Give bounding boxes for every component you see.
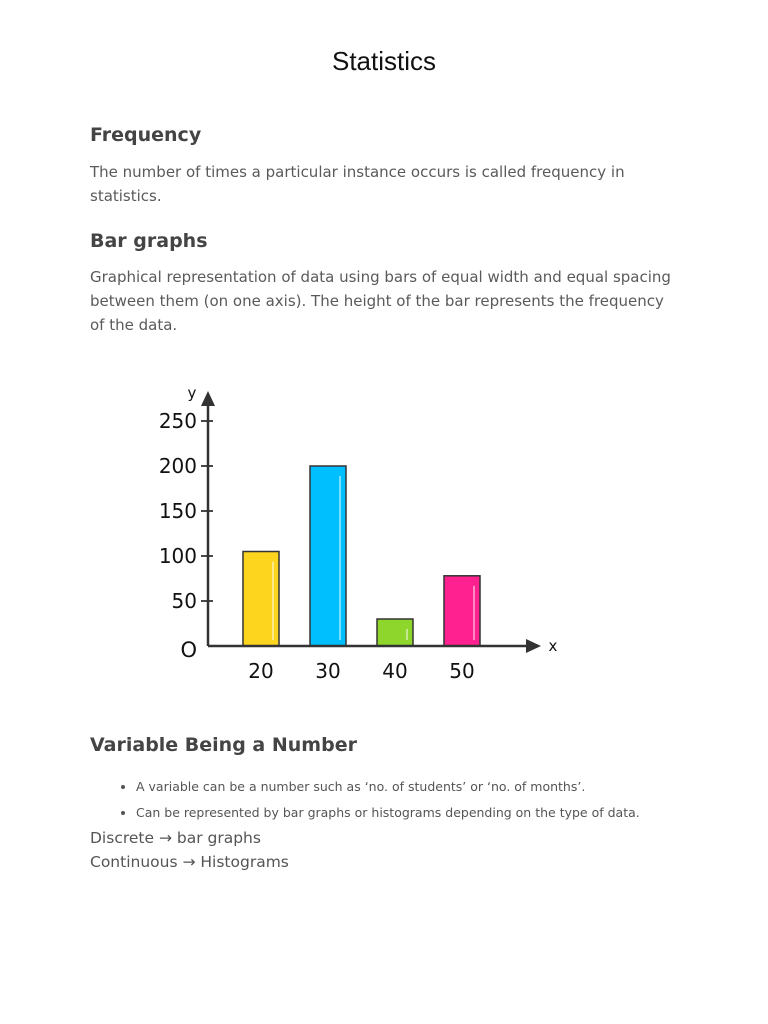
y-tick-label-150: 150	[158, 499, 197, 523]
variable-heading: Variable Being a Number	[90, 734, 357, 756]
frequency-heading: Frequency	[90, 124, 202, 146]
continuous-line: Continuous → Histograms	[90, 853, 289, 871]
y-tick-label-200: 200	[158, 454, 197, 478]
y-axis-label: y	[187, 384, 197, 402]
y-tick-label-50: 50	[171, 589, 197, 613]
x-axis-label: x	[548, 637, 558, 655]
y-tick-label-100: 100	[158, 544, 197, 568]
origin-label: O	[180, 638, 197, 662]
discrete-line: Discrete → bar graphs	[90, 829, 261, 847]
x-tick-label-20: 20	[248, 659, 274, 683]
bar-20	[243, 552, 279, 647]
x-axis-arrow	[526, 639, 541, 653]
bar-graphs-heading: Bar graphs	[90, 230, 208, 252]
bar-chart	[150, 375, 570, 695]
x-tick-label-40: 40	[382, 659, 408, 683]
x-tick-label-50: 50	[449, 659, 475, 683]
list-item: • A variable can be a number such as ‘no. of students’ or ‘no. of months’.	[136, 777, 756, 803]
list-item: • Can be represented by bar graphs or histograms depending on the type of data.	[136, 803, 756, 829]
x-tick-label-30: 30	[315, 659, 341, 683]
bar-30	[310, 466, 346, 646]
y-axis-arrow	[201, 391, 215, 406]
y-tick-label-250: 250	[158, 409, 197, 433]
bar-graphs-text: Graphical representation of data using bars of equal width and equal spacing between them (on one axis). The height of the bar represents the frequency of the data.	[90, 268, 671, 334]
frequency-text: The number of times a particular instance occurs is called frequency in statistics.	[90, 163, 625, 205]
variable-bullet-list	[112, 777, 756, 829]
page-title: Statistics	[331, 46, 437, 76]
